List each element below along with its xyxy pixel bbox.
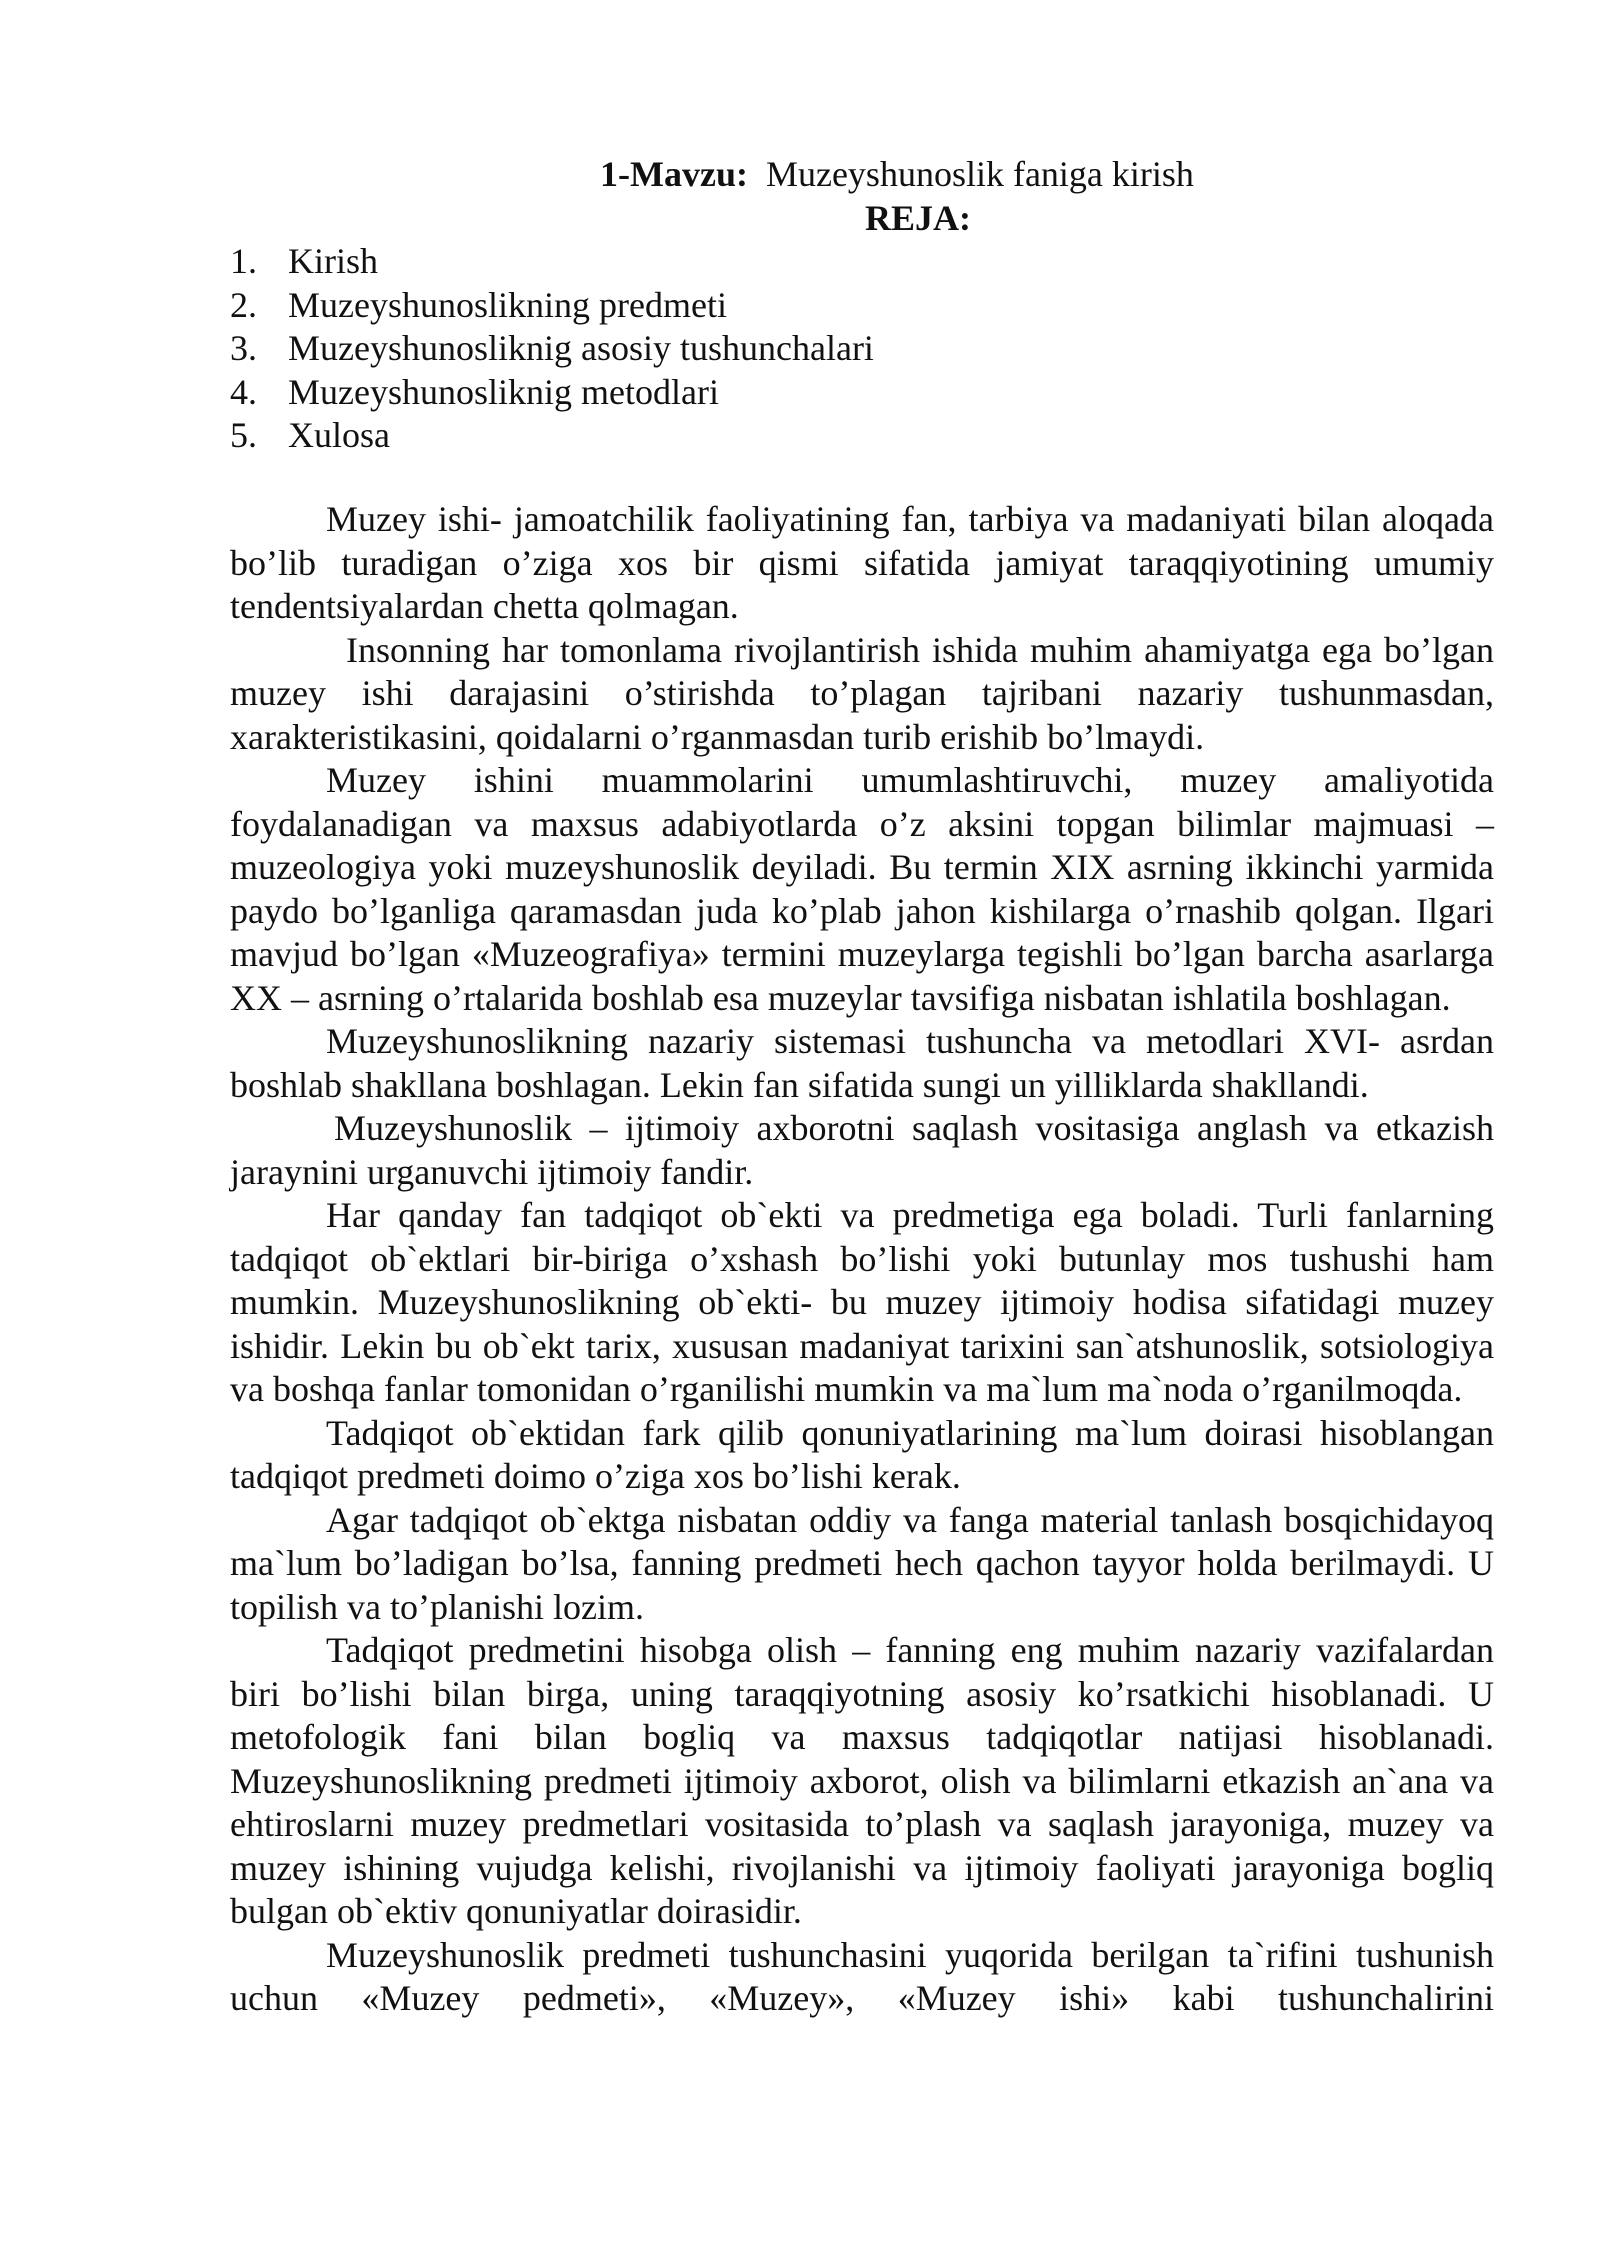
paragraph: Tadqiqot ob`ektidan fark qilib qonuniyatlarining ma`lum doirasi hisoblangan tadqiqot predmeti doimo o’ziga xos bo’lishi kerak. [230,1412,1494,1496]
paragraph: Agar tadqiqot ob`ektga nisbatan oddiy va fanga material tanlash bosqichidayoq ma`lum bo’ladigan bo’lsa, fanning predmeti hech qachon tayyor holda berilmaydi. U topilish va to’planishi lozim. [230,1499,1494,1627]
plan-item-text: Xulosa [288,415,390,455]
paragraph: Muzeyshunoslik – ijtimoiy axborotni saqlash vositasiga anglash va etkazish jaraynini urganuvchi ijtimoiy fandir. [230,1108,1494,1192]
plan-item [230,240,874,284]
paragraph: Har qanday fan tadqiqot ob`ekti va predmetiga ega boladi. Turli fanlarning tadqiqot ob`ektlari bir-biriga o’xshash bo’lishi yoki butunlay mos tushushi ham mumkin. Muzeyshunoslikning ob`ekti- bu muzey ijtimoiy hodisa sifatidagi muzey ishidir. Lekin bu ob`ekt tarix, xususan madaniyat tarixini san`atshunoslik, sotsiologiya va boshqa fanlar tomonidan o’rganilishi mumkin va ma`lum ma`noda o’rganilmoqda. [230,1195,1494,1409]
paragraph: Insonning har tomonlama rivojlantirish ishida muhim ahamiyatga ega bo’lgan muzey ishi darajasini o’stirishda to’plagan tajribani nazariy tushunmasdan, xarakteristikasini, qoidalarni o’rganmasdan turib erishib bo’lmaydi. [230,629,1494,757]
plan-item-number: 4. [230,371,257,412]
plan-item-number: 3. [230,328,257,368]
plan-item [230,284,874,328]
paragraph: Muzey ishini muammolarini umumlashtiruvchi, muzey amaliyotida foydalanadigan va maxsus adabiyotlarda o’z aksini topgan bilimlar majmuasi – muzeologiya yoki muzeyshunoslik deyiladi. Bu termin XIX asrning ikkinchi yarmida paydo bo’lganliga qaramasdan juda ko’plab jahon kishilarga o’rnashib qolgan. Ilgari mavjud bo’lgan «Muzeografiya» termini muzeylarga tegishli bo’lgan barcha asarlarga XX – asrning o’rtalarida boshlab esa muzeylar tavsifiga nisbatan ishlatila boshlagan. [230,760,1494,1018]
plan-item-text: Muzeyshunosliknig asosiy tushunchalari [288,328,874,368]
plan-item-text: Muzeyshunoslikning predmeti [288,284,727,325]
paragraph: Tadqiqot predmetini hisobga olish – fanning eng muhim nazariy vazifalardan biri bo’lishi bilan birga, uning taraqqiyotning asosiy ko’rsatkichi hisoblanadi. U metofologik fani bilan bogliq va maxsus tadqiqotlar natijasi hisoblanadi. Muzeyshunoslikning predmeti ijtimoiy axborot, olish va bilimlarni etkazish an`ana va ehtiroslarni muzey predmetlari vositasida to’plash va saqlash jarayoniga, muzey va muzey ishining vujudga kelishi, rivojlanishi va ijtimoiy faoliyati jarayoniga bogliq bulgan ob`ektiv qonuniyatlar doirasidir. [230,1630,1494,1931]
plan-item-number: 1. [230,241,257,281]
plan-list [230,240,874,458]
plan-item-number: 5. [230,415,257,455]
plan-item-number: 2. [230,284,257,325]
paragraph: Muzeyshunoslik predmeti tushunchasini yuqorida berilgan ta`rifini tushunish uchun «Muzey pedmeti», «Muzey», «Muzey ishi» kabi tushunchalirini [230,1934,1494,2018]
plan-heading: REJA: [865,198,971,238]
page-title [600,152,1360,196]
plan-item [230,371,874,415]
paragraph: Muzey ishi- jamoatchilik faoliyatining fan, tarbiya va madaniyati bilan aloqada bo’lib turadigan o’ziga xos bir qismi sifatida jamiyat taraqqiyotining umumiy tendentsiyalardan chetta qolmagan. [230,499,1494,626]
plan-item-text: Kirish [288,241,378,281]
topic-label: 1-Mavzu: [600,154,748,194]
paragraph: Muzeyshunoslikning nazariy sistemasi tushuncha va metodlari XVI- asrdan boshlab shakllana boshlagan. Lekin fan sifatida sungi un yilliklarda shakllandi. [230,1021,1494,1105]
plan-item-text: Muzeyshunosliknig metodlari [288,371,719,412]
document-body [230,498,1494,2021]
topic-title: Muzeyshunoslik faniga kirish [765,154,1194,194]
plan-item [230,327,874,371]
plan-item [230,414,874,458]
